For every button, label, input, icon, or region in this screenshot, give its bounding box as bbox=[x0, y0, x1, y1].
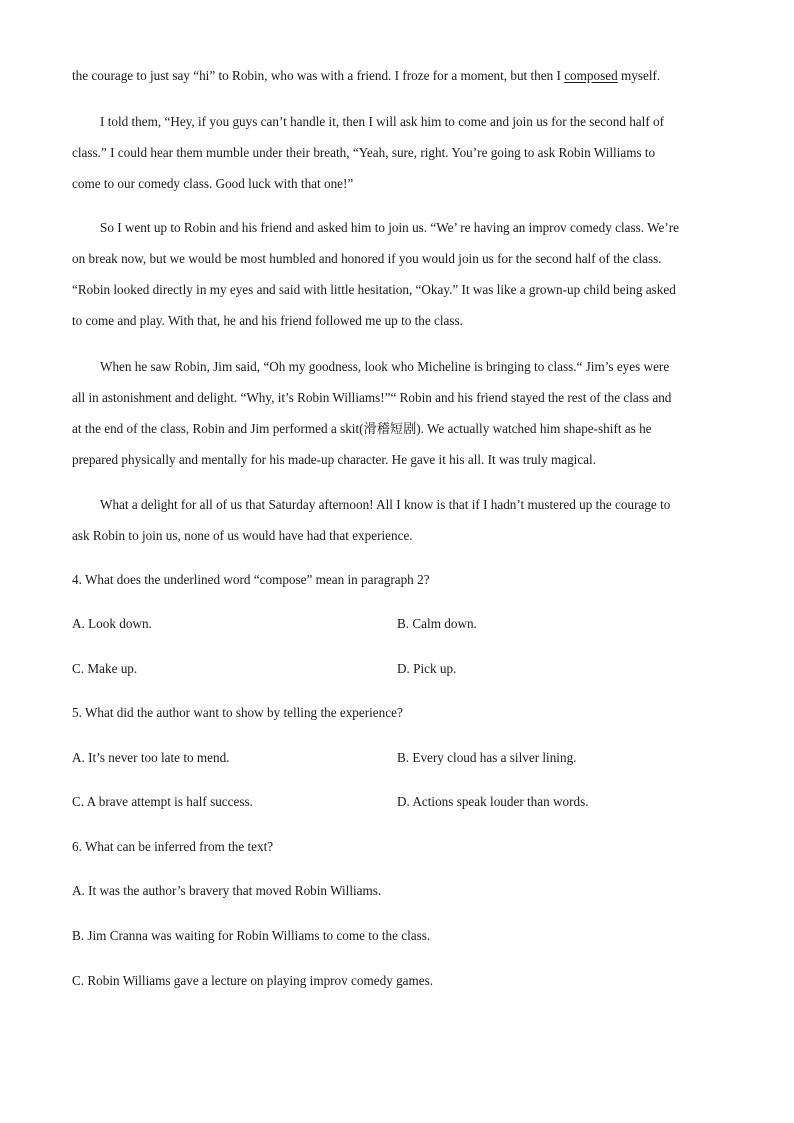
paragraph-line: When he saw Robin, Jim said, “Oh my goodness, look who Micheline is bringing to class.“ Jim’s eyes were bbox=[100, 359, 670, 374]
paragraph-line: all in astonishment and delight. “Why, it’s Robin Williams!”“ Robin and his friend stayed the rest of the class and bbox=[72, 390, 672, 405]
paragraph-line: class.” I could hear them mumble under their breath, “Yeah, sure, right. You’re going to ask Robin Williams to bbox=[72, 145, 656, 160]
question-4-stem: 4. What does the underlined word “compose” mean in paragraph 2? bbox=[72, 572, 430, 587]
question-5-option-b: B. Every cloud has a silver lining. bbox=[397, 750, 577, 765]
question-5-option-c: C. A brave attempt is half success. bbox=[72, 794, 253, 809]
paragraph-line: prepared physically and mentally for his made-up character. He gave it his all. It was truly magical. bbox=[72, 452, 597, 467]
text-run: myself. bbox=[617, 68, 661, 83]
paragraph-line: at the end of the class, Robin and Jim performed a skit(滑稽短剧). We actually watched him shape-shift as he bbox=[72, 421, 652, 436]
question-6-option-b: B. Jim Cranna was waiting for Robin Williams to come to the class. bbox=[72, 928, 431, 943]
question-4-option-b: B. Calm down. bbox=[397, 616, 477, 631]
question-5-stem: 5. What did the author want to show by telling the experience? bbox=[72, 705, 403, 720]
question-6-option-c: C. Robin Williams gave a lecture on playing improv comedy games. bbox=[72, 973, 434, 988]
question-5-option-a: A. It’s never too late to mend. bbox=[72, 750, 230, 765]
paragraph-line: So I went up to Robin and his friend and asked him to join us. “We’ re having an improv comedy class. We’re bbox=[100, 220, 679, 235]
text-run: the courage to just say “hi” to Robin, who was with a friend. I froze for a moment, but then I bbox=[72, 68, 565, 83]
paragraph-line: ask Robin to join us, none of us would have had that experience. bbox=[72, 528, 413, 543]
paragraph-line bbox=[72, 60, 724, 91]
paragraph-line: on break now, but we would be most humbled and honored if you would join us for the second half of the class. bbox=[72, 251, 662, 266]
paragraph-line: “Robin looked directly in my eyes and said with little hesitation, “Okay.” It was like a grown-up child being asked bbox=[72, 282, 676, 297]
paragraph-4 bbox=[72, 351, 724, 475]
question-4-option-c: C. Make up. bbox=[72, 661, 138, 676]
paragraph-line: come to our comedy class. Good luck with that one!” bbox=[72, 176, 354, 191]
paragraph-2 bbox=[72, 106, 724, 199]
question-4-option-d: D. Pick up. bbox=[397, 661, 457, 676]
paragraph-line: What a delight for all of us that Saturday afternoon! All I know is that if I hadn’t mustered up the courage to bbox=[100, 497, 671, 512]
question-6-stem: 6. What can be inferred from the text? bbox=[72, 839, 274, 854]
paragraph-line: I told them, “Hey, if you guys can’t handle it, then I will ask him to come and join us for the second half of bbox=[100, 114, 665, 129]
paragraph-3 bbox=[72, 212, 724, 336]
paragraph-5 bbox=[72, 489, 724, 551]
question-6-option-a: A. It was the author’s bravery that moved Robin Williams. bbox=[72, 883, 382, 898]
question-5-option-d: D. Actions speak louder than words. bbox=[397, 794, 589, 809]
paragraph-1 bbox=[72, 60, 724, 91]
question-4-option-a: A. Look down. bbox=[72, 616, 152, 631]
underlined-word: composed bbox=[564, 68, 618, 83]
paragraph-line: to come and play. With that, he and his friend followed me up to the class. bbox=[72, 313, 463, 328]
